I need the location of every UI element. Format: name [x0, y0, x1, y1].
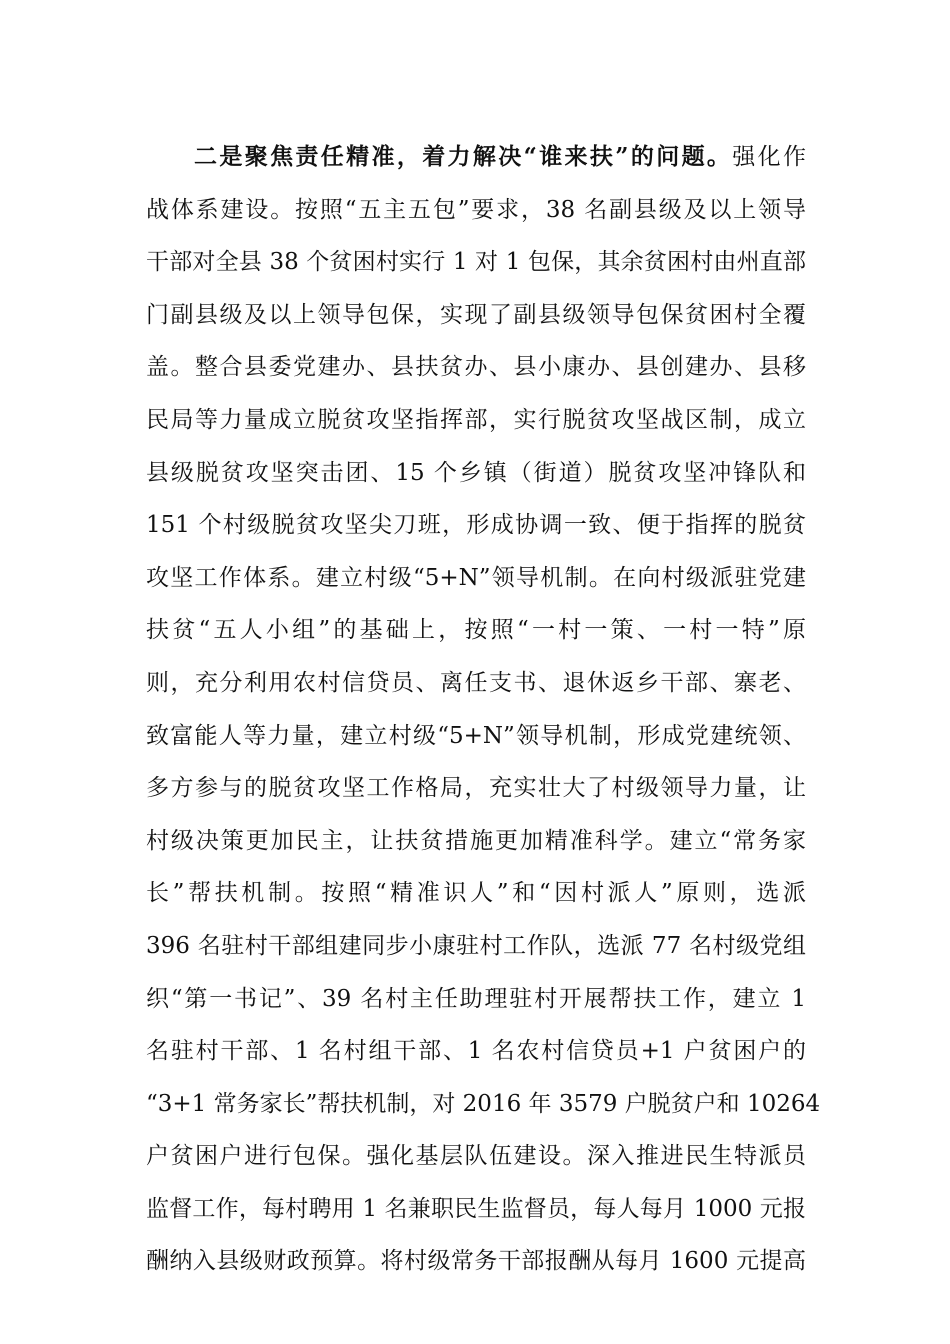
text-line: 攻坚工作体系。建立村级“5+N”领导机制。在向村级派驻党建 — [146, 564, 806, 591]
body-text — [146, 131, 821, 1288]
text-line: 396 名驻村干部组建同步小康驻村工作队，选派 77 名村级党组 — [146, 932, 806, 959]
paragraph-first-line — [146, 131, 806, 184]
text-line: 151 个村级脱贫攻坚尖刀班，形成协调一致、便于指挥的脱贫 — [146, 512, 806, 539]
text-line: 县级脱贫攻坚突击团、15 个乡镇（街道）脱贫攻坚冲锋队和 — [146, 459, 806, 486]
text-run: 强化作 — [732, 144, 806, 170]
text-line: 则，充分利用农村信贷员、离任支书、退休返乡干部、寨老、 — [146, 669, 806, 696]
text-line: 多方参与的脱贫攻坚工作格局，充实壮大了村级领导力量，让 — [146, 775, 806, 802]
text-line: 盖。整合县委党建办、县扶贫办、县小康办、县创建办、县移 — [146, 354, 806, 381]
text-line: 门副县级及以上领导包保，实现了副县级领导包保贫困村全覆 — [146, 301, 806, 328]
text-line: 户贫困户进行包保。强化基层队伍建设。深入推进民生特派员 — [146, 1143, 806, 1170]
text-line: 酬纳入县级财政预算。将村级常务干部报酬从每月 1600 元提高 — [146, 1248, 806, 1275]
text-line: 监督工作，每村聘用 1 名兼职民生监督员，每人每月 1000 元报 — [146, 1195, 806, 1222]
text-line: 干部对全县 38 个贫困村实行 1 对 1 包保，其余贫困村由州直部 — [146, 249, 806, 276]
text-line: 扶贫“五人小组”的基础上，按照“一村一策、一村一特”原 — [146, 617, 806, 644]
text-line: 名驻村干部、1 名村组干部、1 名农村信贷员+1 户贫困户的 — [146, 1038, 806, 1065]
text-line: 致富能人等力量，建立村级“5+N”领导机制，形成党建统领、 — [146, 722, 806, 749]
text-line: 战体系建设。按照“五主五包”要求，38 名副县级及以上领导 — [146, 196, 806, 223]
text-line: 织“第一书记”、39 名村主任助理驻村开展帮扶工作，建立 1 — [146, 985, 806, 1012]
text-line: 民局等力量成立脱贫攻坚指挥部，实行脱贫攻坚战区制，成立 — [146, 406, 806, 433]
text-line: “3+1 常务家长”帮扶机制，对 2016 年 3579 户脱贫户和 10264 — [146, 1090, 821, 1117]
text-line: 长”帮扶机制。按照“精准识人”和“因村派人”原则，选派 — [146, 880, 806, 907]
text-line: 村级决策更加民主，让扶贫措施更加精准科学。建立“常务家 — [146, 827, 806, 854]
bold-heading-phrase: 二是聚焦责任精准，着力解决“谁来扶”的问题。 — [194, 143, 733, 170]
